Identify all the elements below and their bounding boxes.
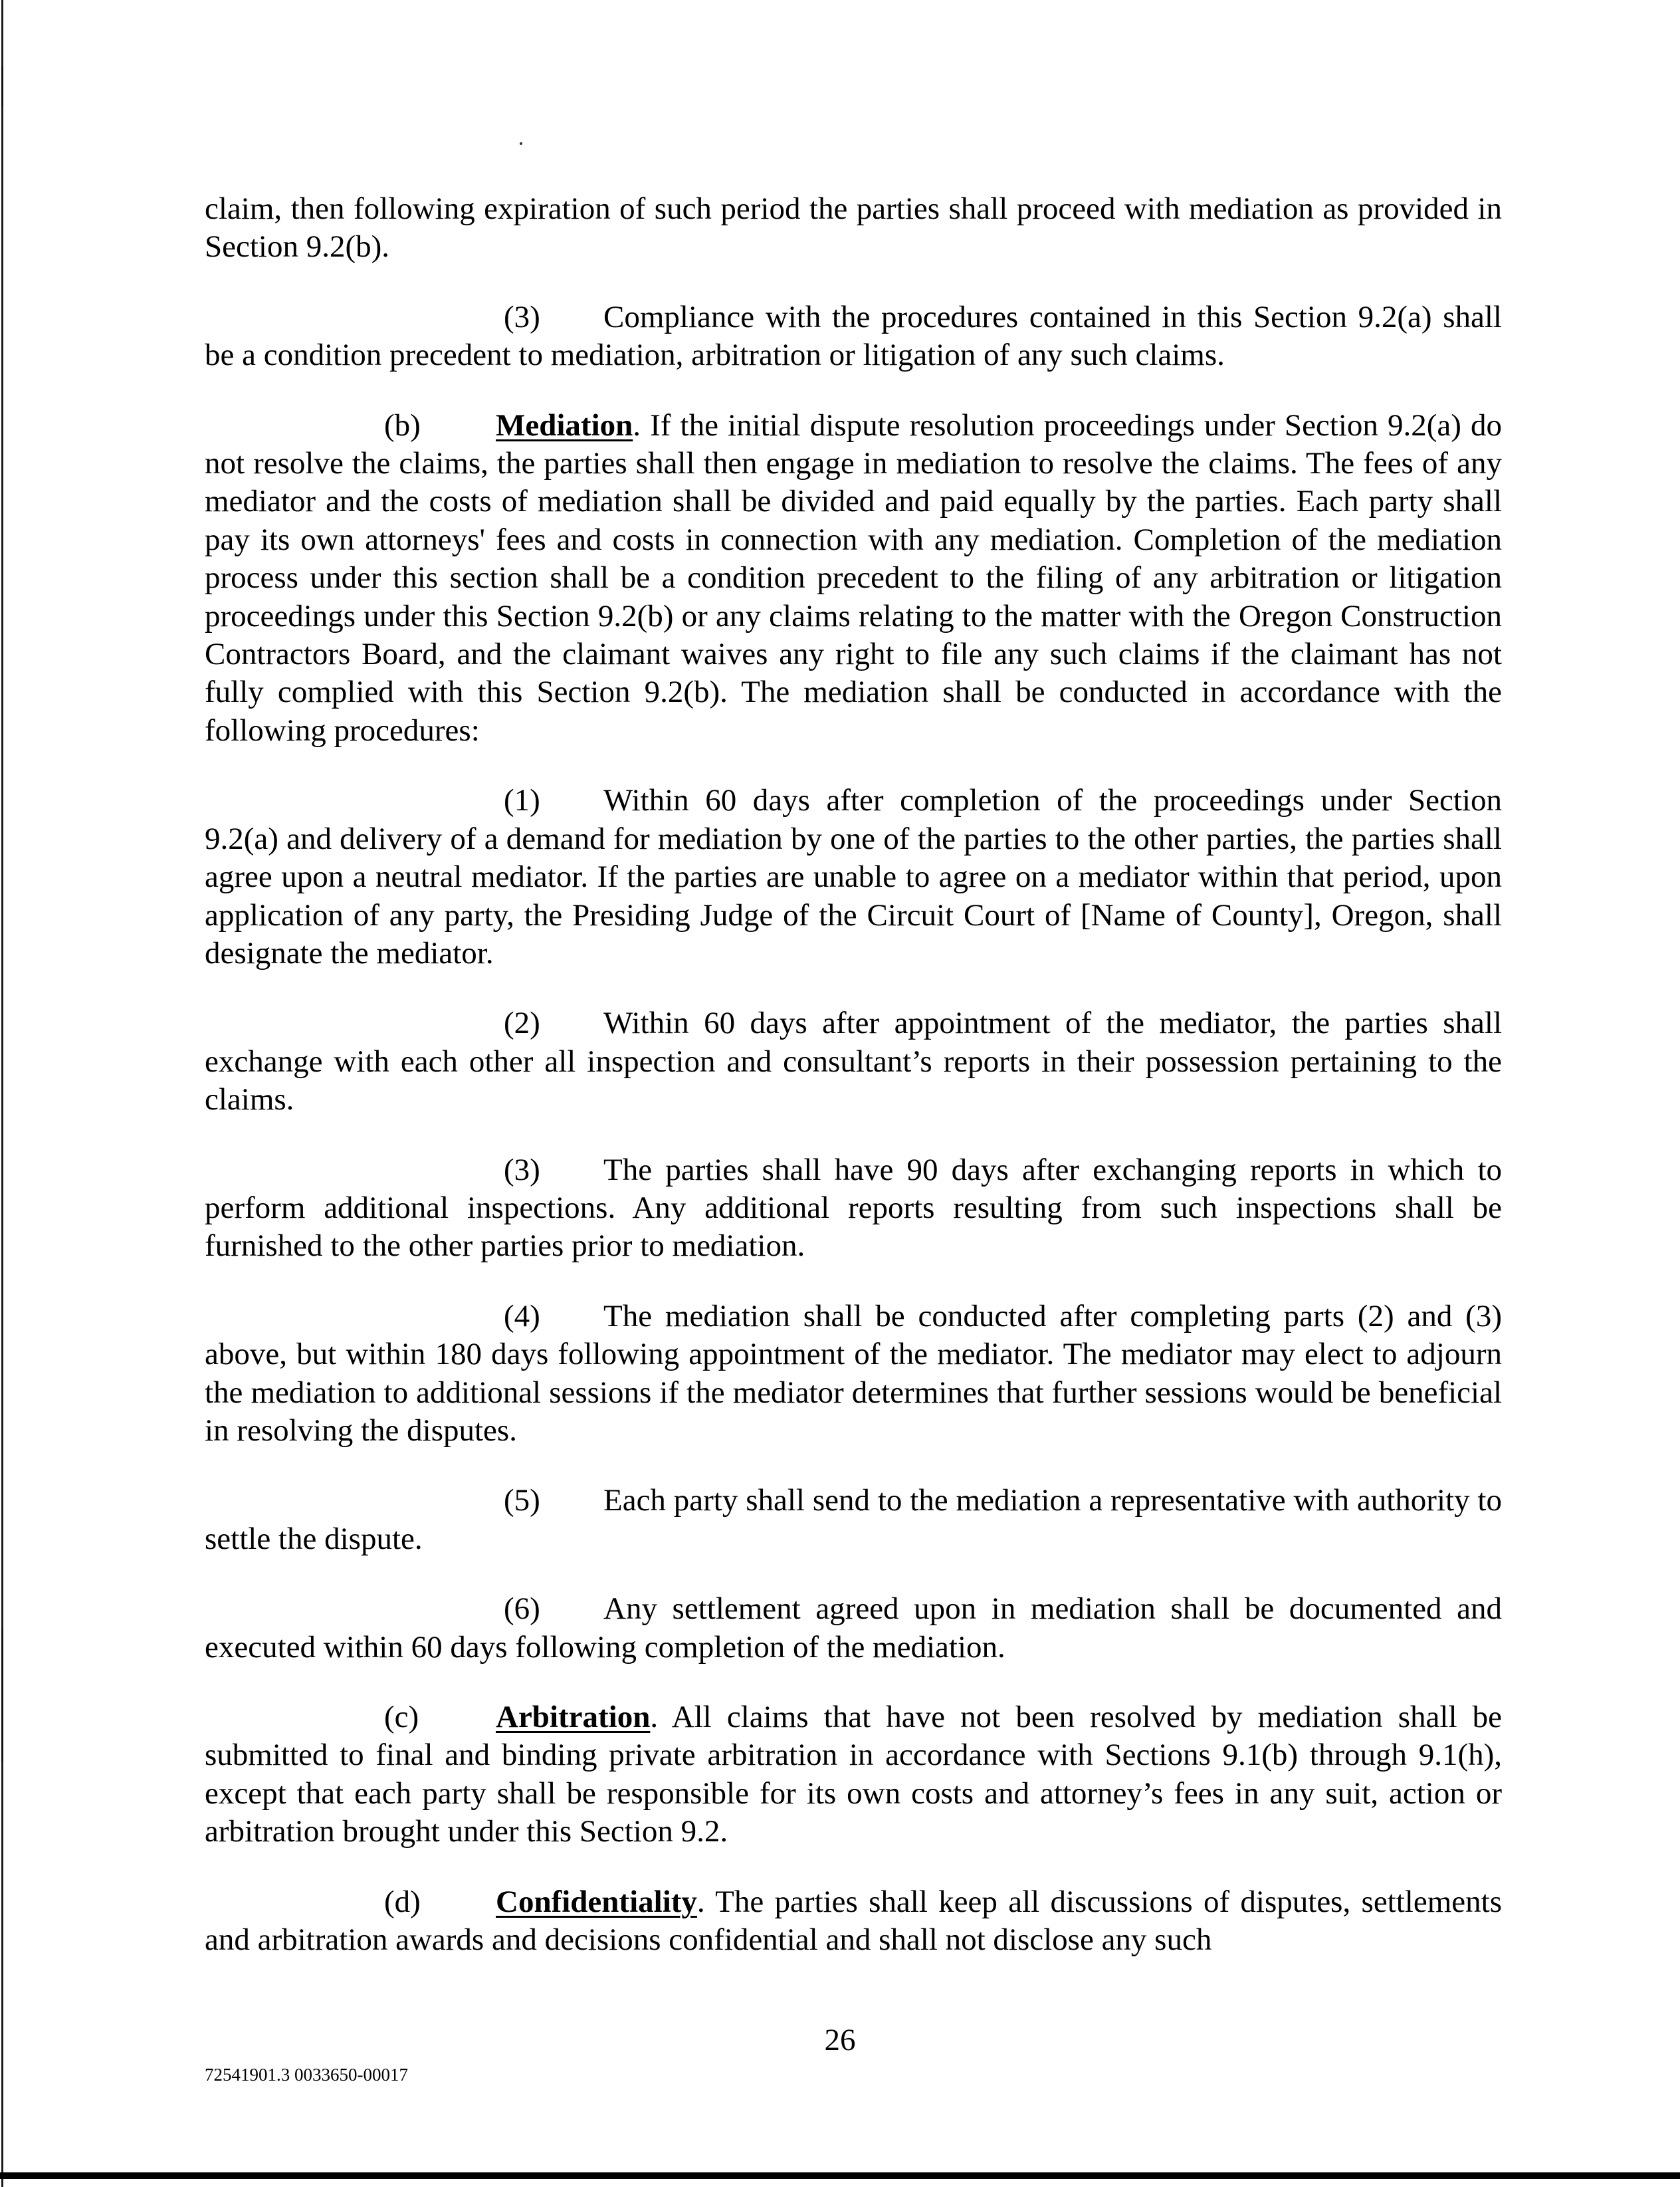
section-heading: Confidentiality — [496, 1884, 697, 1919]
scan-left-edge — [1, 0, 3, 2187]
paragraph-text: claim, then following expiration of such period the parties shall proceed with mediation as provided in Section 9.2(b). — [205, 191, 1502, 265]
item-number: (5) — [504, 1483, 540, 1518]
scan-edge-mark — [1, 1629, 3, 1762]
item-text: Within 60 days after appointment of the mediator, the parties shall exchange with each other all inspection and consultant’s reports in their possession pertaining to the claims. — [205, 1006, 1502, 1117]
section-number: (d) — [384, 1884, 421, 1919]
item-b2 — [205, 1004, 1502, 1119]
document-id: 72541901.3 0033650-00017 — [205, 2065, 408, 2085]
page-number: 26 — [824, 2023, 856, 2057]
item-number: (3) — [504, 1152, 540, 1187]
item-number: (1) — [504, 783, 540, 818]
document-body — [205, 190, 1502, 1959]
item-b5 — [205, 1482, 1502, 1558]
section-b-mediation — [205, 407, 1502, 750]
item-text: The mediation shall be conducted after completing parts (2) and (3) above, but within 180 days following appointment of the mediator. The mediator may elect to adjourn the mediation to additional sessions if the mediator determines that further sessions would be beneficial in resolving the disputes. — [205, 1298, 1502, 1448]
item-text: The parties shall have 90 days after exchanging reports in which to perform additional inspections. Any additional reports resulting from such inspections shall be furnished to the other parties prior to mediation. — [205, 1152, 1502, 1264]
item-text: Within 60 days after completion of the proceedings under Section 9.2(a) and delivery of a demand for mediation by one of the parties to the other parties, the parties shall agree upon a neutral mediator. If the parties are unable to agree on a mediator within that period, upon application of any party, the Presiding Judge of the Circuit Court of [Name of County], Oregon, shall designate the mediator. — [205, 783, 1502, 971]
item-b6 — [205, 1590, 1502, 1667]
scan-bottom-edge — [0, 2172, 1680, 2179]
section-d-confidentiality — [205, 1883, 1502, 1960]
item-b1 — [205, 782, 1502, 973]
item-text: Each party shall send to the mediation a representative with authority to settle the dispute. — [205, 1483, 1502, 1556]
item-a3 — [205, 298, 1502, 375]
item-number: (6) — [504, 1591, 540, 1627]
item-number: (4) — [504, 1298, 540, 1333]
section-text: . If the initial dispute resolution proceedings under Section 9.2(a) do not resolve the claims, the parties shall then engage in mediation to resolve the claims. The fees of any mediator and the costs of mediation shall be divided and paid equally by the parties. Each party shall pay its own attorneys' fees and costs in connection with any mediation. Completion of the mediation process under this section shall be a condition precedent to the filing of any arbitration or litigation proceedings under this Section 9.2(b) or any claims relating to the matter with the Oregon Construction Contractors Board, and the claimant waives any right to file any such claims if the claimant has not fully complied with this Section 9.2(b). The mediation shall be conducted in accordance with the following procedures: — [205, 407, 1502, 748]
item-number: (2) — [504, 1006, 540, 1041]
item-b3 — [205, 1151, 1502, 1266]
scan-edge-mark — [1, 66, 3, 106]
section-number: (b) — [384, 407, 421, 443]
paragraph-continued — [205, 190, 1502, 267]
scan-speck — [520, 142, 522, 145]
section-number: (c) — [384, 1700, 419, 1734]
item-number: (3) — [504, 299, 540, 334]
item-b4 — [205, 1298, 1502, 1450]
item-text: Compliance with the procedures contained in this Section 9.2(a) shall be a condition precedent to mediation, arbitration or litigation of any such claims. — [205, 299, 1502, 373]
section-heading: Arbitration — [496, 1700, 651, 1734]
section-heading: Mediation — [496, 407, 633, 443]
item-text: Any settlement agreed upon in mediation shall be documented and executed within 60 days following completion of the mediation. — [205, 1591, 1502, 1665]
section-c-arbitration — [205, 1698, 1502, 1851]
section-text: . All claims that have not been resolved by mediation shall be submitted to final and binding private arbitration in accordance with Sections 9.1(b) through 9.1(h), except that each party shall be responsible for its own costs and attorney’s fees in any suit, action or arbitration brought under this Section 9.2. — [205, 1700, 1502, 1849]
section-text: . The parties shall keep all discussions of disputes, settlements and arbitration awards and decisions confidential and shall not disclose any such — [205, 1884, 1502, 1958]
